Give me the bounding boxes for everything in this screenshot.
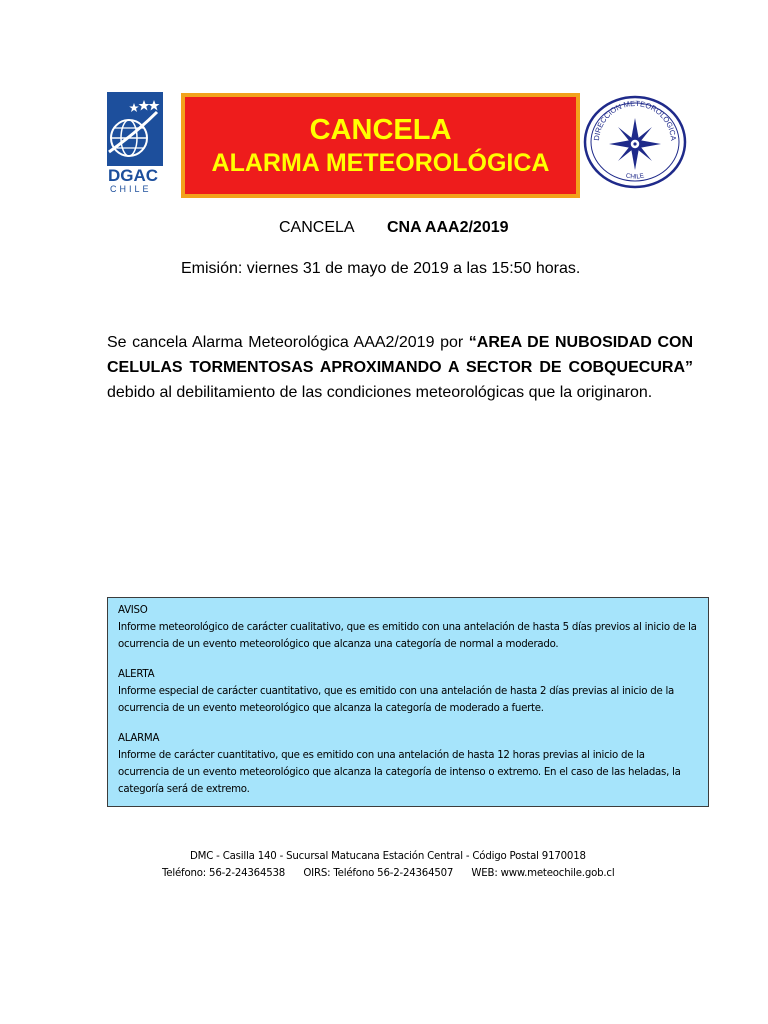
- alert-definitions-box: [107, 597, 709, 807]
- meteorological-seal-logo: [583, 95, 687, 189]
- svg-text:DGAC: DGAC: [108, 166, 159, 185]
- svg-text:CHILE: CHILE: [625, 172, 645, 181]
- cancellation-paragraph: [107, 330, 693, 405]
- banner-subtitle: ALARMA METEOROLÓGICA: [211, 149, 550, 177]
- definition-text: Informe meteorológico de carácter cualitativo, que es emitido con una antelación de hasta 5 días previos al inicio de la ocurrencia de un evento meteorológico que alcanza una categoría de normal a moderado.: [118, 622, 697, 650]
- definition-text: Informe de carácter cuantitativo, que es emitido con una antelación de hasta 12 horas previas al inicio de la ocurrencia de un evento meteorológico que alcanza la categoría de intenso o extremo. En el caso de las heladas, la categoría será de extremo.: [118, 750, 681, 795]
- definition-alarma: [118, 730, 698, 798]
- cancel-label: CANCELA: [279, 219, 355, 236]
- definition-title: ALARMA: [118, 733, 160, 744]
- definition-title: ALERTA: [118, 669, 155, 680]
- svg-text:DIRECCION METEOROLOGICA: DIRECCION METEOROLOGICA: [591, 98, 679, 142]
- paragraph-text-end: debido al debilitamiento de las condiciones meteorológicas que la originaron.: [107, 384, 653, 401]
- dgac-logo: [107, 92, 163, 196]
- banner-title: CANCELA: [309, 114, 452, 146]
- footer-address: DMC - Casilla 140 - Sucursal Matucana Estación Central - Código Postal 9170018: [190, 851, 586, 862]
- definition-title: AVISO: [118, 605, 148, 616]
- emission-date: Emisión: viernes 31 de mayo de 2019 a las 15:50 horas.: [181, 260, 581, 277]
- svg-text:CHILE: CHILE: [110, 184, 152, 194]
- cancel-alarm-banner: [181, 93, 580, 198]
- definition-aviso: [118, 602, 698, 653]
- definition-text: Informe especial de carácter cuantitativo, que es emitido con una antelación de hasta 2 días previas al inicio de la ocurrencia de un evento meteorológico que alcanza la categoría de moderado a fuerte.: [118, 686, 675, 714]
- footer-phones-web: Teléfono: 56-2-24364538 OIRS: Teléfono 56-2-24364507 WEB: www.meteochile.gob.cl: [162, 868, 615, 879]
- cancel-code: CNA AAA2/2019: [387, 219, 509, 236]
- paragraph-event-name: “AREA DE NUBOSIDAD CON CELULAS TORMENTOSAS APROXIMANDO A SECTOR DE COBQUECURA”: [107, 334, 694, 376]
- definition-alerta: [118, 666, 698, 717]
- paragraph-text-start: Se cancela Alarma Meteorológica AAA2/2019 por: [107, 334, 469, 351]
